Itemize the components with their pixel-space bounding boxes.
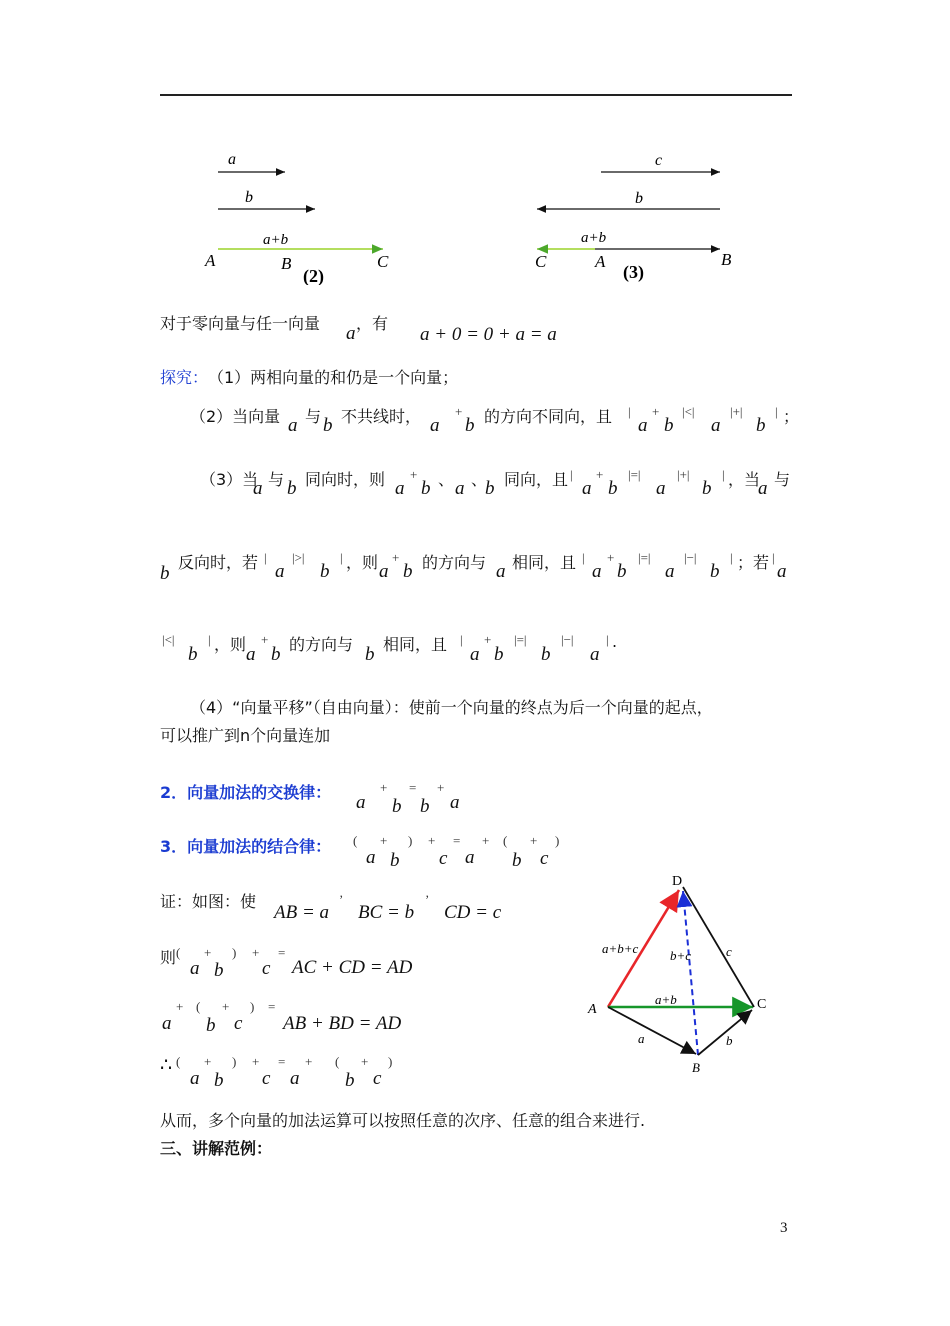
edge-AB: [608, 1007, 696, 1054]
fig-left-a: a: [228, 151, 236, 168]
figure-left: [204, 151, 389, 285]
fig-left-C: C: [377, 252, 389, 271]
zero-intro: 对于零向量与任一向量: [160, 314, 321, 333]
p3-t3: 同向时，则: [305, 470, 386, 489]
p3-t1: （3）当: [200, 470, 259, 489]
p3-t2: 与: [268, 470, 285, 489]
law2-title: 2．向量加法的交换律：: [160, 783, 332, 802]
proof-eq1: AB = a: [274, 902, 330, 923]
proof-r2: AB + BD = AD: [283, 1013, 402, 1034]
header-rule: [160, 94, 792, 96]
p2-sum-a: a: [430, 415, 440, 436]
zero-vec: a: [346, 323, 356, 344]
label-D: D: [672, 874, 683, 889]
proof-intro: 证：如图：使: [160, 892, 257, 911]
fig-left-b: b: [245, 189, 253, 206]
zero-equation: a + 0 = 0 + a = a: [420, 324, 557, 345]
label-B: B: [692, 1060, 700, 1075]
fig-right-B: A: [595, 252, 606, 271]
label-abc: a+b+c: [602, 941, 639, 956]
figure-right: [535, 152, 732, 283]
explore-p6b: 可以推广到n个向量连加: [160, 726, 331, 745]
fig-left-B: B: [281, 254, 292, 273]
page-number: 3: [780, 1220, 788, 1236]
vector-figures: [195, 145, 775, 285]
explore-label: 探究：: [160, 368, 209, 387]
label-ab: a+b: [655, 992, 677, 1007]
zero-you: ，有: [356, 314, 389, 333]
fig-right-b: b: [635, 190, 643, 207]
proof-eq3: CD = c: [444, 902, 502, 923]
label-bc: b+c: [670, 948, 692, 963]
proof-r1: AC + CD = AD: [292, 957, 413, 978]
explore-p6a: （4）“向量平移”（自由向量）：使前一个向量的终点为后一个向量的起点，: [190, 698, 713, 717]
tetrahedron-figure: [580, 865, 780, 1080]
p2-t5: ；: [783, 407, 800, 426]
fig-right-A: C: [535, 252, 547, 271]
fig-right-a: c: [655, 152, 663, 169]
edge-CD: [683, 887, 754, 1007]
p2-b: b: [323, 415, 333, 436]
edge-BD: [683, 891, 698, 1055]
conclusion: 从而，多个向量的加法运算可以按照任意的次序、任意的组合来进行.: [160, 1111, 646, 1130]
p3-t5: 同向，且: [504, 470, 569, 489]
fig-left-sum: a+b: [263, 232, 289, 248]
fig-right-num: (3): [623, 262, 644, 282]
explore-p1: （1）两相向量的和仍是一个向量；: [208, 368, 459, 387]
p2-t4: 的方向不同向，且: [484, 407, 613, 426]
label-a: a: [638, 1031, 645, 1046]
label-A: A: [588, 1002, 597, 1017]
label-c: c: [726, 944, 732, 959]
p2-t3: 不共线时，: [341, 407, 422, 426]
label-C: C: [757, 997, 767, 1012]
fig-right-sum: a+b: [581, 230, 607, 246]
fig-left-num: (2): [303, 266, 324, 285]
law3-title: 3．向量加法的结合律：: [160, 837, 332, 856]
fig-left-A: A: [205, 251, 216, 270]
edge-BC: [698, 1010, 752, 1055]
p2-a: a: [288, 415, 298, 436]
proof-eq2: BC = b: [358, 902, 415, 923]
label-b: b: [726, 1033, 733, 1048]
p2-t1: （2）当向量: [190, 407, 281, 426]
p4-t1: 反向时，若: [178, 553, 259, 572]
section3-heading: 三、讲解范例：: [160, 1139, 273, 1158]
p2-sum-b: b: [465, 415, 475, 436]
p2-t2: 与: [305, 407, 322, 426]
fig-right-C: B: [721, 250, 732, 269]
